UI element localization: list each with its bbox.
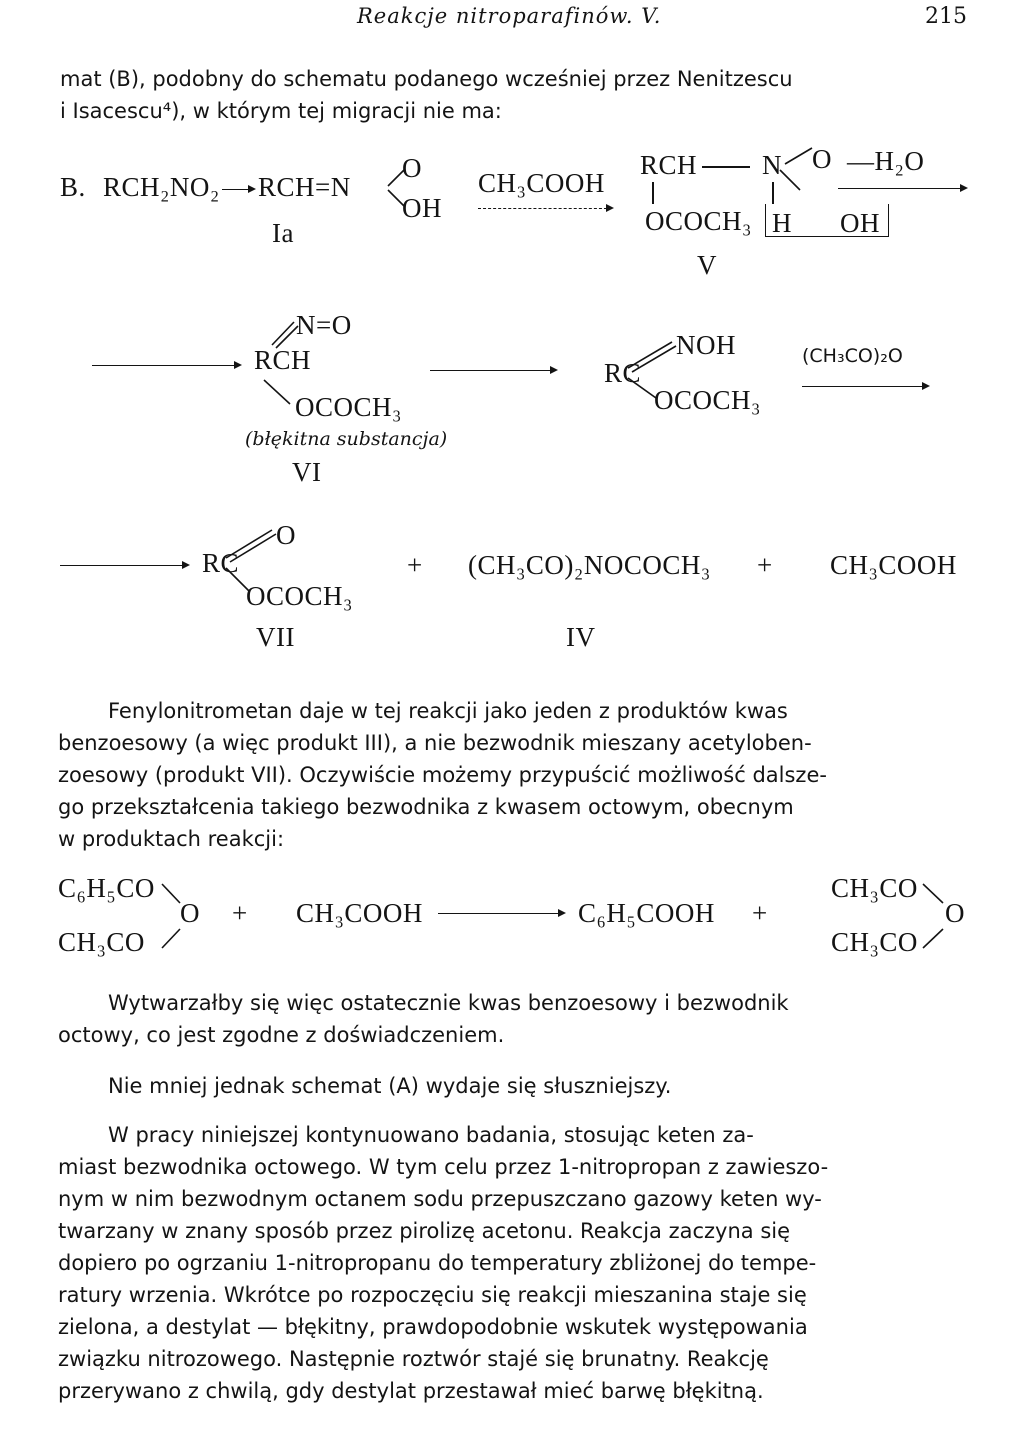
vi-rch: RCH <box>254 345 312 375</box>
v-o: O <box>812 144 832 174</box>
vii-label: VII <box>256 622 295 652</box>
acetic-anhydride-bottom: CH₃CO <box>831 927 918 957</box>
water-elimination-box <box>765 204 889 237</box>
mixed-anhydride-top: C₆H₅CO <box>58 873 155 903</box>
para1-line-5: w produktach reakcji: <box>58 827 285 851</box>
para4-line-4: twarzany w znany sposób przez pirolizę acetonu. Reakcja zaczyna się <box>58 1219 791 1243</box>
benzoic-acid: C₆H₅COOH <box>578 898 715 928</box>
eq2-arrow <box>438 913 564 914</box>
v-rch: RCH <box>640 150 698 180</box>
para4-line-3: nym w nim bezwodnym octanem sodu przepuszczano gazowy keten wy- <box>58 1187 822 1211</box>
v-h: H <box>772 208 792 238</box>
mixed-anhydride-bottom: CH₃CO <box>58 927 145 957</box>
arrow-5 <box>430 370 556 371</box>
aci-rch: RCH=N <box>258 172 351 202</box>
mixed-anhydride-o: O <box>180 898 200 928</box>
acetic-anhydride-top: CH₃CO <box>831 873 918 903</box>
page-number: 215 <box>925 4 967 29</box>
para4-line-6: ratury wrzenia. Wkrótce po rozpoczęciu się reakcji mieszanina staje się <box>58 1283 807 1307</box>
v-oh: OH <box>840 208 880 238</box>
arrow-2 <box>478 208 612 209</box>
oxime-noh: NOH <box>676 330 736 360</box>
para2-line-1: Wytwarzałby się więc ostatecznie kwas benzoesowy i bezwodnik <box>108 991 789 1015</box>
para4-line-1: W pracy niniejszej kontynuowano badania, stosując keten za- <box>108 1123 754 1147</box>
arrow-6 <box>802 386 928 387</box>
vii-ococh3: OCOCH₃ <box>246 581 353 611</box>
para1-line-2: benzoesowy (a więc produkt III), a nie bezwodnik mieszany acetyloben- <box>58 731 812 755</box>
iv-formula: (CH₃CO)₂NOCOCH₃ <box>468 550 711 580</box>
arrow-4 <box>92 365 240 366</box>
minus-water: —H₂O <box>847 146 925 176</box>
intro-line-1: mat (B), podobny do schematu podanego wcześniej przez Nenitzescu <box>60 67 793 91</box>
v-ococh3: OCOCH₃ <box>645 206 752 236</box>
eq2-acetic-acid: CH₃COOH <box>296 898 423 928</box>
aci-oh: OH <box>402 193 442 223</box>
para1-line-1: Fenylonitrometan daje w tej reakcji jako jeden z produktów kwas <box>108 699 788 723</box>
v-bond-n-h <box>772 182 774 204</box>
scheme-label: B. <box>60 172 86 202</box>
eq2-plus-1: + <box>232 898 248 928</box>
reagent-acetic-acid: CH₃COOH <box>478 168 605 198</box>
vi-ococh3: OCOCH₃ <box>295 392 402 422</box>
para4-line-7: zielona, a destylat — błękitny, prawdopodobnie wskutek występowania <box>58 1315 808 1339</box>
vii-rc: RC <box>202 548 240 578</box>
para1-line-4: go przekształcenia takiego bezwodnika z kwasem octowym, obecnym <box>58 795 794 819</box>
plus-2: + <box>757 550 773 580</box>
v-label: V <box>697 250 717 280</box>
vi-label: VI <box>292 457 322 487</box>
para3: Nie mniej jednak schemat (A) wydaje się słuszniejszy. <box>108 1074 672 1098</box>
aci-label: Ia <box>272 218 294 248</box>
para2-line-2: octowy, co jest zgodne z doświadczeniem. <box>58 1023 505 1047</box>
arrow-7 <box>60 565 188 566</box>
arrow-3 <box>838 188 966 189</box>
anhydride-reagent: (CH₃CO)₂O <box>802 345 903 367</box>
v-bond-c-o <box>652 182 654 204</box>
v-bond-c-n <box>702 166 750 168</box>
intro-line-2: i Isacescu⁴), w którym tej migracji nie ma: <box>60 99 502 123</box>
nitroalkane: RCH₂NO₂ <box>103 172 220 202</box>
para4-line-2: miast bezwodnika octowego. W tym celu przez 1-nitropropan z zawieszo- <box>58 1155 829 1179</box>
eq2-plus-2: + <box>752 898 768 928</box>
acetic-anhydride-o: O <box>945 898 965 928</box>
vi-description: (błękitna substancja) <box>245 428 448 450</box>
para1-line-3: zoesowy (produkt VII). Oczywiście możemy przypuścić możliwość dalsze- <box>58 763 827 787</box>
arrow-1 <box>222 189 254 190</box>
plus-1: + <box>407 550 423 580</box>
para4-line-5: dopiero po ogrzaniu 1-nitropropanu do temperatury zbliżonej do tempe- <box>58 1251 817 1275</box>
vii-o: O <box>276 520 296 550</box>
iv-label: IV <box>566 622 596 652</box>
para4-line-9: przerywano z chwilą, gdy destylat przestawał mieć barwę błękitną. <box>58 1379 764 1403</box>
running-title: Reakcje nitroparafinów. V. <box>357 4 662 28</box>
v-n: N <box>762 150 782 180</box>
oxime-rc: RC <box>604 358 642 388</box>
aci-o: O <box>402 153 422 183</box>
para4-line-8: związku nitrozowego. Następnie roztwór stajé się brunatny. Reakcję <box>58 1347 769 1371</box>
vi-n-o: N=O <box>296 310 352 340</box>
oxime-ococh3: OCOCH₃ <box>654 385 761 415</box>
acetic-acid-product: CH₃COOH <box>830 550 957 580</box>
